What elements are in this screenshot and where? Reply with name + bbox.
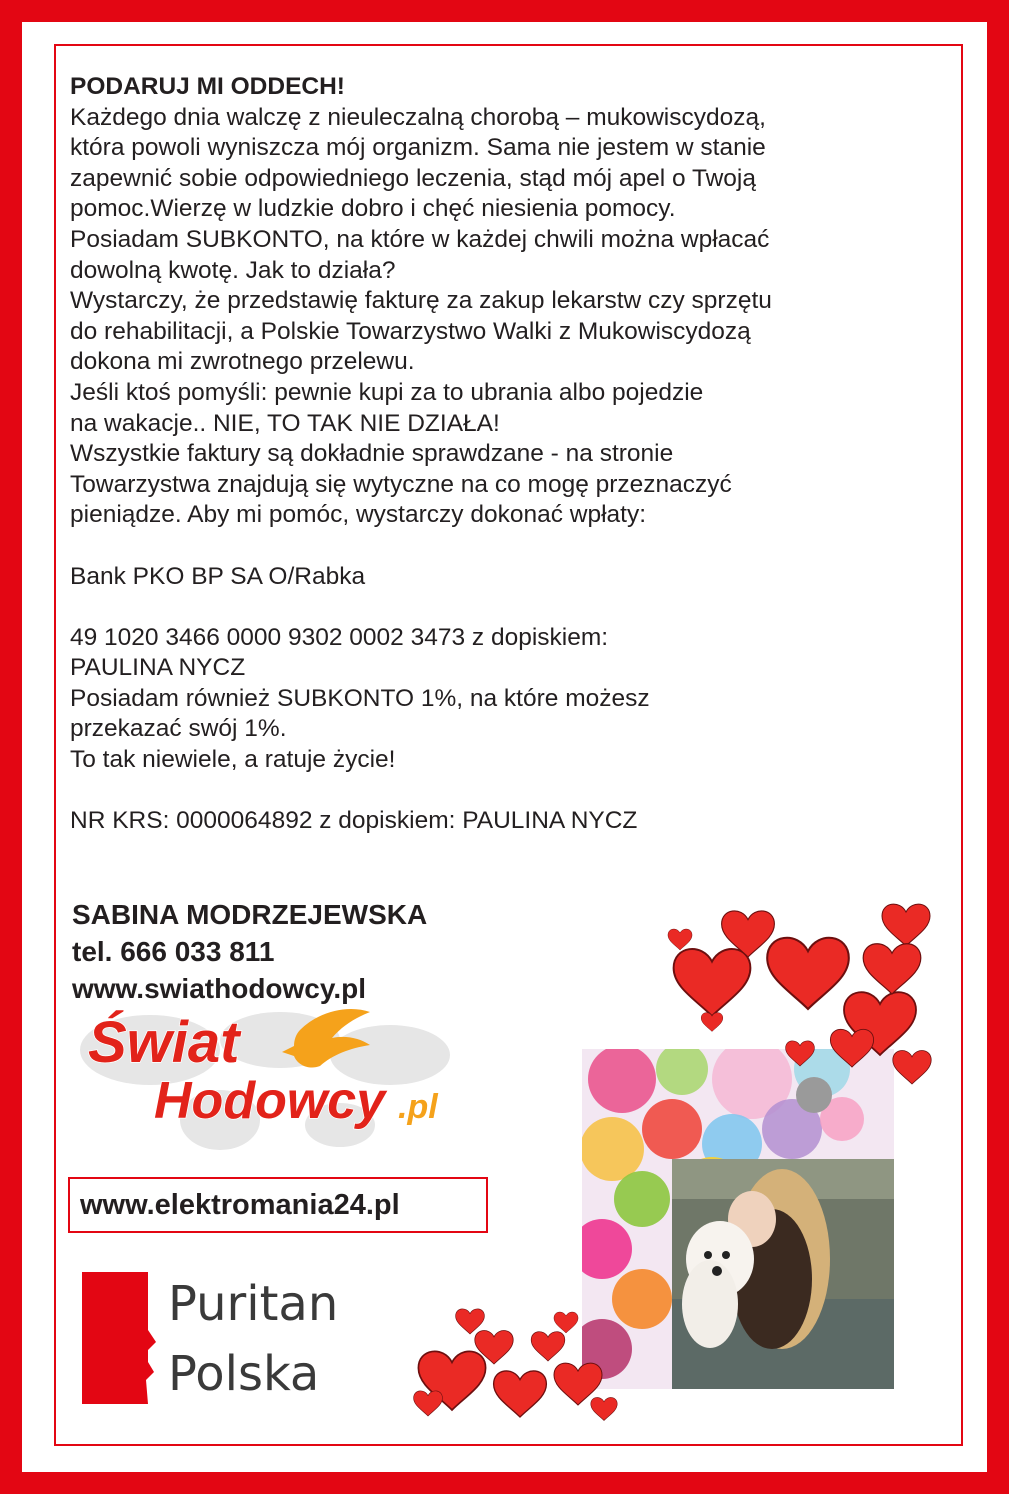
puritan-word-2: Polska — [168, 1346, 320, 1402]
appeal-line: dokona mi zwrotnego przelewu. — [70, 348, 415, 376]
subkonto-line: przekazać swój 1%. — [70, 715, 287, 743]
puritan-word-1: Puritan — [168, 1276, 339, 1332]
appeal-line: która powoli wyniszcza mój organizm. Sama nie jestem w stanie — [70, 134, 766, 162]
appeal-line: zapewnić sobie odpowiedniego leczenia, stąd mój apel o Twoją — [70, 164, 756, 192]
appeal-line: Wszystkie faktury są dokładnie sprawdzane - na stronie — [70, 440, 674, 468]
appeal-line: pieniądze. Aby mi pomóc, wystarczy dokonać wpłaty: — [70, 501, 647, 529]
appeal-line: Wystarczy, że przedstawię fakturę za zakup lekarstw czy sprzętu — [70, 287, 772, 315]
contact-website[interactable]: www.swiathodowcy.pl — [72, 973, 367, 1004]
account-number: 49 1020 3466 0000 9302 0002 3473 z dopiskiem: — [70, 623, 609, 651]
contact-name: SABINA MODRZEJEWSKA — [72, 899, 428, 930]
appeal-line: Jeśli ktoś pomyśli: pewnie kupi za to ubrania albo pojedzie — [70, 378, 704, 406]
logo-suffix: .pl — [398, 1088, 438, 1126]
appeal-line: Posiadam SUBKONTO, na które w każdej chwili można wpłacać — [70, 225, 770, 253]
appeal-line: dowolną kwotę. Jak to działa? — [70, 256, 396, 284]
logo-word-swiat: Świat — [88, 1010, 240, 1075]
elektromania-link[interactable]: www.elektromania24.pl — [68, 1177, 488, 1233]
bank-name: Bank PKO BP SA O/Rabka — [70, 562, 366, 590]
logo-word-hodowcy: Hodowcy — [154, 1072, 386, 1130]
account-holder: PAULINA NYCZ — [70, 654, 246, 682]
appeal-title: PODARUJ MI ODDECH! — [70, 73, 345, 100]
contact-phone[interactable]: tel. 666 033 811 — [72, 936, 275, 967]
closing-line: To tak niewiele, a ratuje życie! — [70, 746, 396, 774]
appeal-line: Towarzystwa znajdują się wytyczne na co mogę przeznaczyć — [70, 470, 732, 498]
appeal-line: pomoc.Wierzę w ludzkie dobro i chęć niesienia pomocy. — [70, 195, 676, 223]
krs-number: NR KRS: 0000064892 z dopiskiem: PAULINA NYCZ — [70, 807, 638, 835]
subkonto-line: Posiadam również SUBKONTO 1%, na które możesz — [70, 684, 650, 712]
hearts-top-cluster — [668, 904, 931, 1084]
appeal-line: na wakacje.. NIE, TO TAK NIE DZIAŁA! — [70, 409, 500, 437]
appeal-line: do rehabilitacji, a Polskie Towarzystwo Walki z Mukowiscydozą — [70, 317, 751, 345]
hearts-bottom-cluster — [414, 1309, 618, 1421]
appeal-line: Każdego dnia walczę z nieuleczalną chorobą – mukowiscydozą, — [70, 103, 766, 131]
